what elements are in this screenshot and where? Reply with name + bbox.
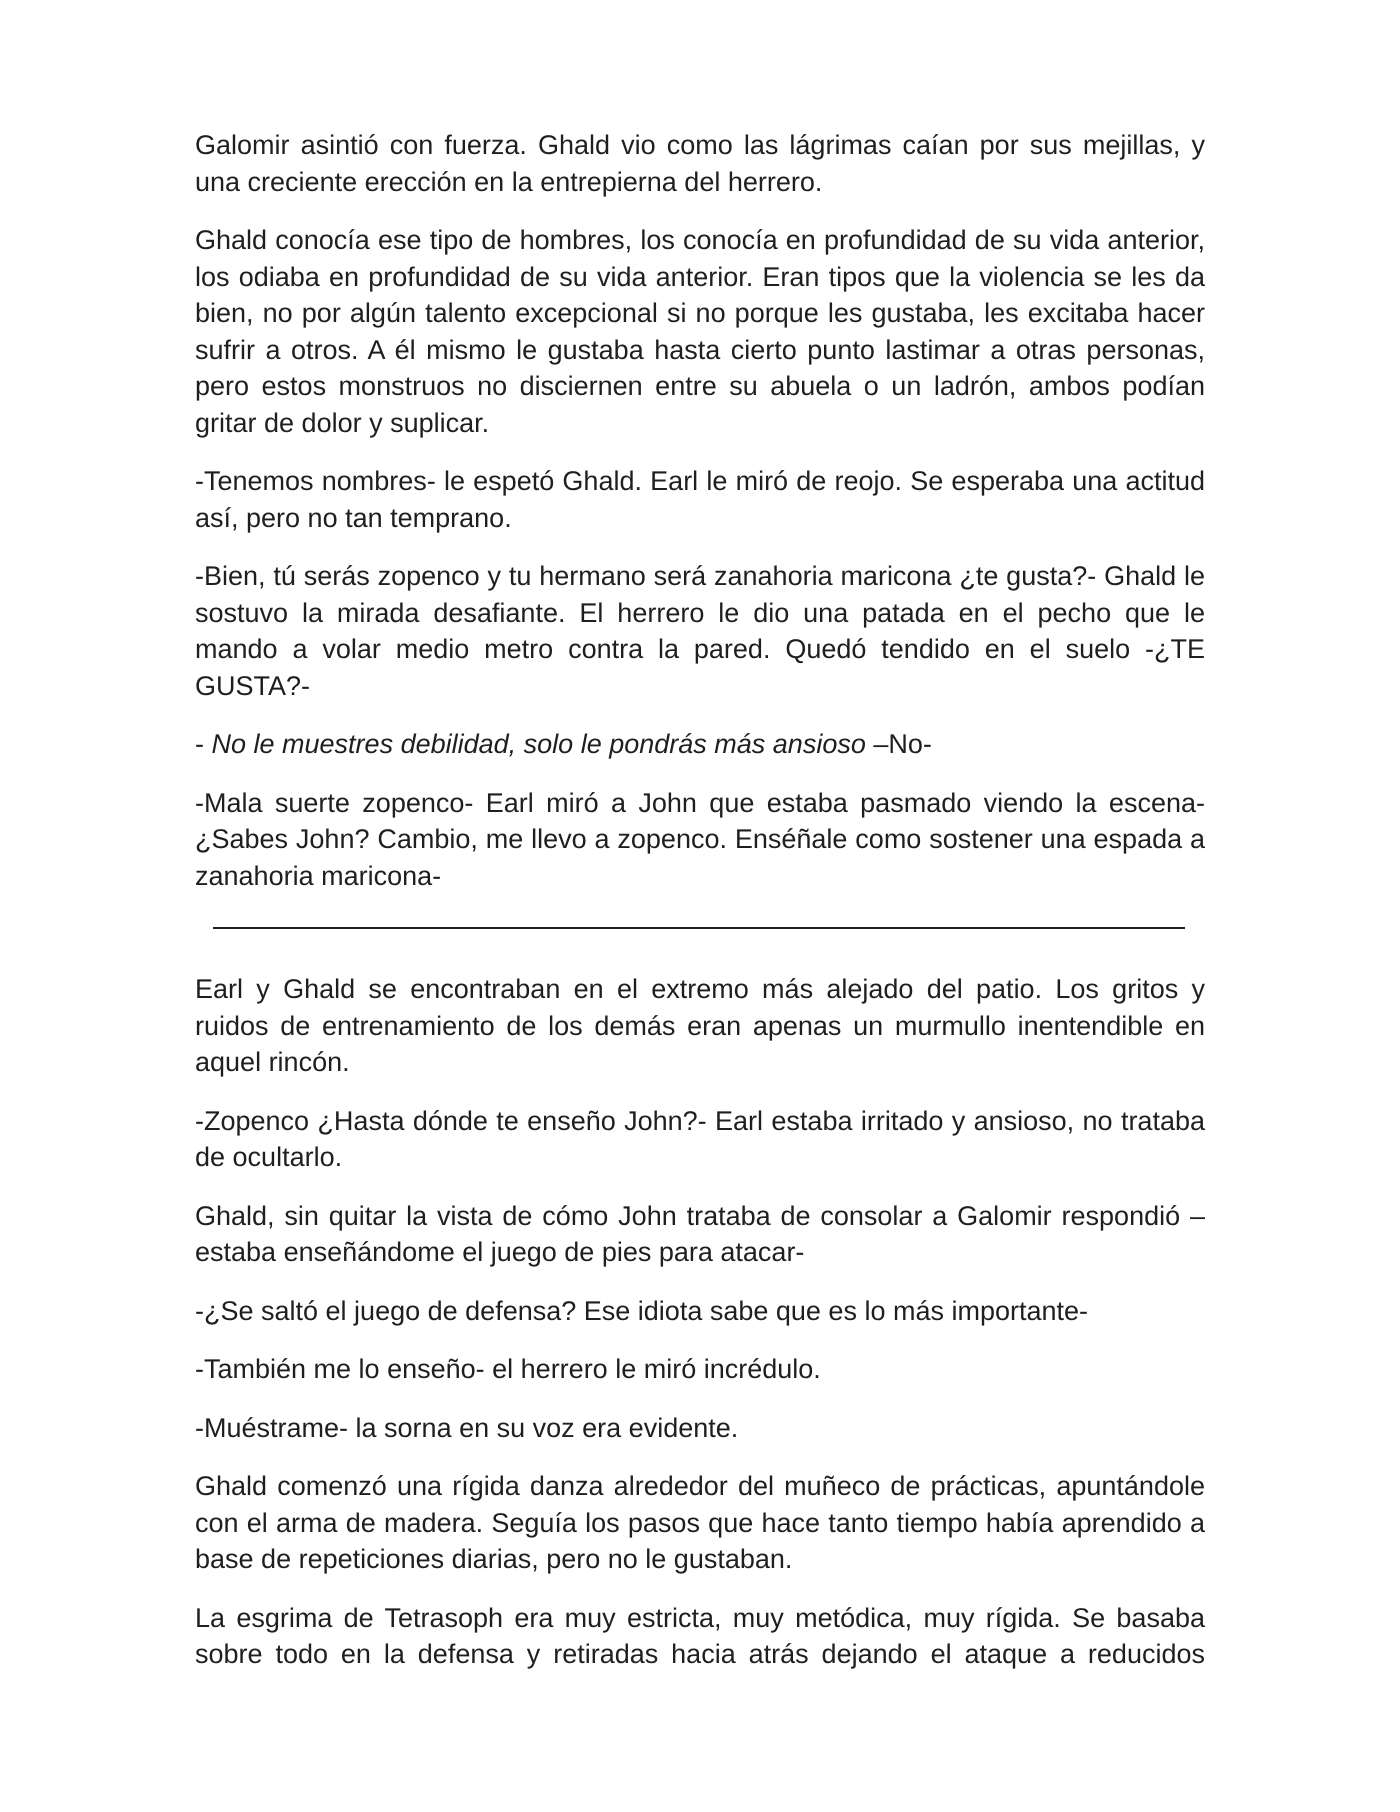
paragraph: Ghald comenzó una rígida danza alrededor del muñeco de prácticas, apuntándole con el arma de madera. Seguía los pasos que hace tanto tiempo había aprendido a base de repeticiones diarias, pero no le gustaban. <box>195 1471 1205 1574</box>
document-page <box>195 127 1205 1695</box>
thought-suffix: –No- <box>865 729 932 759</box>
thought-italic: No le muestres debilidad, solo le pondrás más ansioso <box>211 729 866 759</box>
thought-prefix: - <box>195 729 212 759</box>
paragraph: Ghald conocía ese tipo de hombres, los conocía en profundidad de su vida anterior, los odiaba en profundidad de su vida anterior. Eran tipos que la violencia se les da bien, no por algún talento excepcional si no porque les gustaba, les excitaba hacer sufrir a otros. A él mismo le gustaba hasta cierto punto lastimar a otras personas, pero estos monstruos no disciernen entre su abuela o un ladrón, ambos podían gritar de dolor y suplicar. <box>195 225 1205 438</box>
paragraph: -Bien, tú serás zopenco y tu hermano será zanahoria maricona ¿te gusta?- Ghald le sostuvo la mirada desafiante. El herrero le dio una patada en el pecho que le mando a volar medio metro contra la pared. Quedó tendido en el suelo -¿TE GUSTA?- <box>195 561 1205 701</box>
paragraph: -Mala suerte zopenco- Earl miró a John que estaba pasmado viendo la escena- ¿Sabes John? Cambio, me llevo a zopenco. Enséñale como sostener una espada a zanahoria maricona- <box>195 787 1205 891</box>
paragraph: Ghald, sin quitar la vista de cómo John trataba de consolar a Galomir respondió –estaba enseñándome el juego de pies para atacar- <box>195 1200 1205 1267</box>
paragraph: La esgrima de Tetrasoph era muy estricta, muy metódica, muy rígida. Se basaba sobre todo en la defensa y retiradas hacia atrás dejando el ataque a reducidos <box>195 1602 1205 1669</box>
paragraph: -Zopenco ¿Hasta dónde te enseño John?- Earl estaba irritado y ansioso, no trataba de ocultarlo. <box>195 1105 1205 1172</box>
paragraph: Earl y Ghald se encontraban en el extremo más alejado del patio. Los gritos y ruidos de entrenamiento de los demás eran apenas un murmullo inentendible en aquel rincón. <box>195 974 1205 1077</box>
paragraph: -También me lo enseño- el herrero le miró incrédulo. <box>195 1354 821 1384</box>
paragraph: -Muéstrame- la sorna en su voz era evidente. <box>195 1412 739 1443</box>
section-divider <box>213 927 1185 929</box>
thought-paragraph <box>195 726 1205 763</box>
paragraph: -¿Se saltó el juego de defensa? Ese idiota sabe que es lo más importante- <box>195 1295 1089 1326</box>
paragraph: Galomir asintió con fuerza. Ghald vio como las lágrimas caían por sus mejillas, y una creciente erección en la entrepierna del herrero. <box>195 130 1205 197</box>
paragraph: -Tenemos nombres- le espetó Ghald. Earl le miró de reojo. Se esperaba una actitud así, pero no tan temprano. <box>195 466 1205 533</box>
